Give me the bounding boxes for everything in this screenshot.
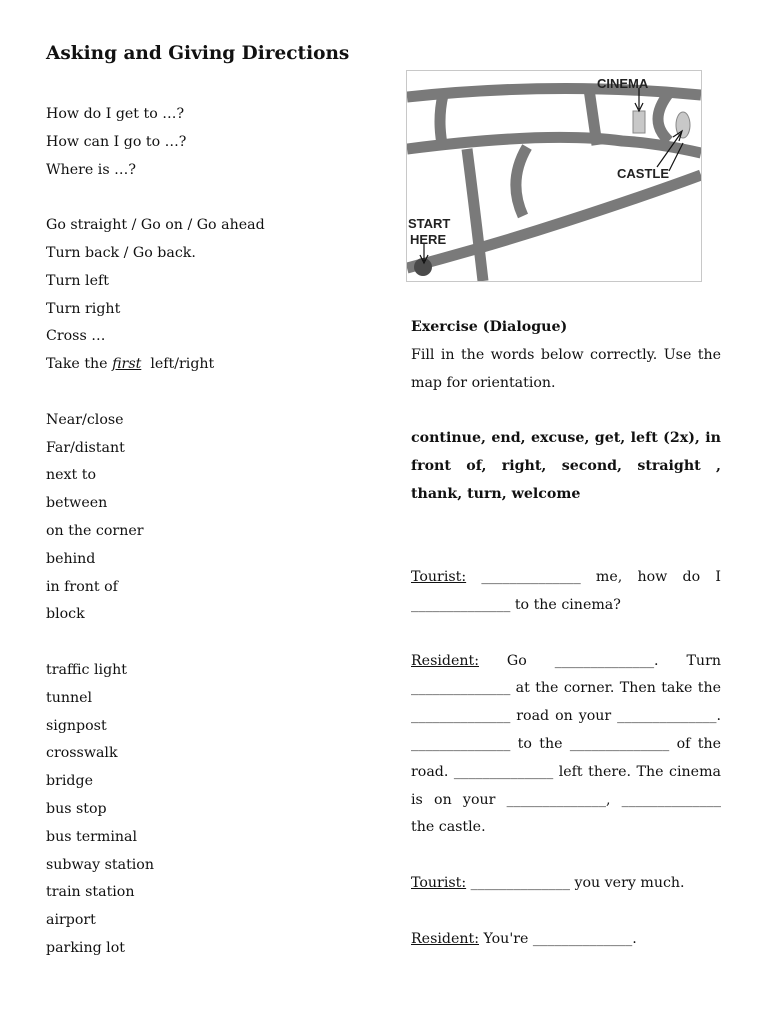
road-curve (516, 147, 527, 216)
dialogue-line-resident-2: Resident: You're ______________. (411, 930, 637, 947)
exercise-instructions: Fill in the words below correctly. Use the map for orientation. (411, 346, 721, 391)
road-top (407, 88, 701, 97)
phrase-list (46, 101, 265, 963)
list-item: parking lot (46, 939, 125, 956)
list-item: crosswalk (46, 745, 118, 762)
blank: ______________ (411, 680, 511, 697)
blank: ______________ (617, 708, 717, 725)
blank: ______________ (481, 569, 581, 586)
list-item: Far/distant (46, 439, 125, 456)
road-stub-left (440, 95, 443, 149)
list-item: bus terminal (46, 828, 138, 845)
list-item: tunnel (46, 689, 93, 706)
blank: ______________ (532, 930, 633, 947)
blank: ______________ (411, 708, 511, 725)
word-bank: continue, end, excuse, get, left (2x), in front of, right, second, straight , thank, turn, welcome (411, 430, 721, 502)
list-item: Turn right (46, 300, 121, 317)
blank: ______________ (411, 596, 511, 613)
list-item: next to (46, 467, 96, 484)
take-the-text: Take the (46, 356, 113, 373)
page-title: Asking and Giving Directions (46, 43, 350, 64)
list-item: How can I go to …? (46, 133, 187, 150)
speaker-tourist: Tourist: (411, 569, 467, 586)
dialogue-line-resident-1: Resident: Go ______________. Turn ______________ at the corner. Then take the ______________ road on your ______________. ______________ to the ______________ of the road. ______________ left there. The cinema is on your ______________, ______________ the castle. (411, 652, 721, 836)
exercise-section (411, 314, 721, 953)
exercise-heading: Exercise (Dialogue) (411, 319, 568, 335)
start-label: START (408, 216, 451, 231)
list-item (46, 351, 265, 379)
take-the-after: left/right (141, 356, 215, 373)
list-item: in front of (46, 578, 118, 595)
list-item: Turn back / Go back. (46, 244, 196, 261)
road-loop (658, 93, 669, 141)
blank: ______________ (453, 763, 554, 780)
speaker-tourist: Tourist: (411, 874, 467, 891)
dialogue-line-tourist-1: Tourist: ______________ me, how do I ______________ to the cinema? (411, 569, 721, 613)
list-item: Turn left (46, 272, 109, 289)
emphasis-first: first (112, 356, 142, 373)
list-item: on the corner (46, 522, 144, 539)
castle-label: CASTLE (617, 166, 669, 181)
list-item: behind (46, 550, 96, 567)
blank: ______________ (411, 735, 511, 752)
blank: ______________ (621, 791, 721, 808)
list-item: How do I get to …? (46, 106, 185, 122)
list-item: signpost (46, 717, 107, 734)
list-item: bridge (46, 773, 93, 790)
street-map (406, 70, 702, 282)
list-item: Cross … (46, 328, 106, 345)
street-map-drawing (407, 71, 701, 281)
cinema-building (633, 111, 645, 133)
blank: ______________ (506, 791, 606, 808)
list-item: block (46, 606, 85, 623)
blank: ______________ (554, 652, 655, 669)
speaker-resident: Resident: (411, 930, 479, 947)
start-label-here: HERE (410, 232, 447, 247)
list-item: between (46, 495, 108, 512)
list-item: Where is …? (46, 161, 136, 178)
cinema-label: CINEMA (597, 76, 649, 91)
list-item: train station (46, 884, 135, 901)
list-item: bus stop (46, 800, 107, 817)
road-vertical-left (467, 149, 483, 281)
list-item: traffic light (46, 661, 128, 678)
blank: ______________ (470, 874, 570, 891)
list-item: subway station (46, 856, 154, 873)
blank: ______________ (569, 735, 670, 752)
road-middle (407, 137, 701, 153)
list-item: Near/close (46, 411, 124, 428)
list-item: airport (46, 912, 96, 929)
road-bottom (407, 175, 701, 268)
dialogue-line-tourist-2: Tourist: ______________ you very much. (411, 874, 685, 891)
list-item: Go straight / Go on / Go ahead (46, 217, 265, 234)
speaker-resident: Resident: (411, 652, 479, 669)
